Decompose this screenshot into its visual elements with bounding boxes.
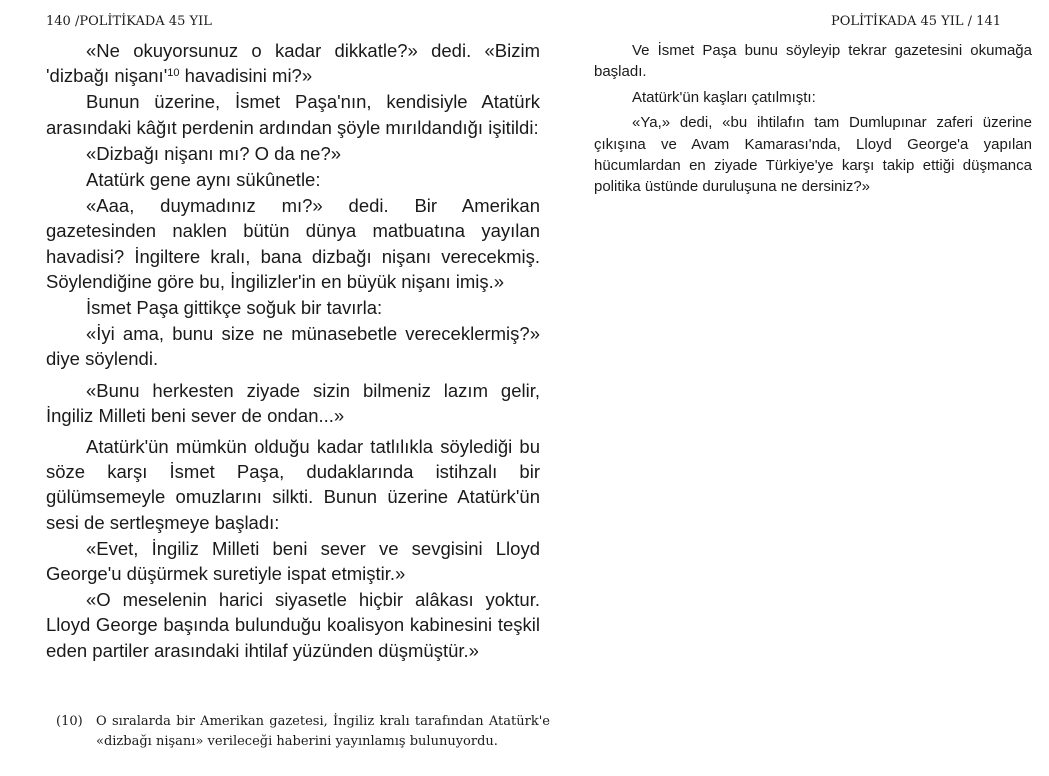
footnote bbox=[56, 712, 550, 751]
paragraph-text: «Ne okuyorsunuz o kadar dikkatle?» dedi. «Bizim 'dizbağı nişanı' bbox=[46, 40, 540, 87]
paragraph: «O meselenin harici siyasetle hiçbir alâkası yoktur. Lloyd George başında bulunduğu koalisyon kabinesini teşkil eden partiler arasındaki ihtilaf yüzünden düşmüştür.» bbox=[46, 589, 540, 661]
paragraph-text-end: havadisini mi?» bbox=[179, 65, 313, 87]
paragraph: «Aaa, duymadınız mı?» dedi. Bir Amerikan gazetesinden naklen bütün dünya matbuatına yayılan havadisi? İngiltere kralı, bana dizbağı nişanı verecekmiş. Söylendiğine göre bu, İngilizler'in en büyük nişanı imiş.» bbox=[46, 195, 540, 292]
paragraph: İsmet Paşa gittikçe soğuk bir tavırla: bbox=[86, 297, 383, 319]
running-header-right: POLİTİKADA 45 YIL / 141 bbox=[831, 14, 1001, 29]
left-page-text bbox=[46, 38, 540, 663]
paragraph: Atatürk gene aynı sükûnetle: bbox=[86, 169, 321, 191]
paragraph bbox=[46, 38, 540, 88]
paragraph: «Ya,» dedi, «bu ihtilafın tam Dumlupınar zaferi üzerine çıkışına ve Avam Kamarası'nda, Lloyd George'a yapılan hücumlardan en ziyade Türkiye'ye karşı takip ettiği düşmanca politika üstünde duruluşuna ne dersiniz?» bbox=[594, 114, 1032, 196]
paragraph: «Evet, İngiliz Milleti beni sever ve sevgisini Lloyd George'u düşürmek suretiyle ispat etmiştir.» bbox=[46, 537, 540, 585]
footnote-number: (10) bbox=[56, 714, 83, 729]
running-header-left: 140 /POLİTİKADA 45 YIL bbox=[46, 14, 212, 29]
paragraph: Bunun üzerine, İsmet Paşa'nın, kendisiyle Atatürk arasındaki kâğıt perdenin ardından şöyle mırıldandığı işitildi: bbox=[46, 91, 540, 138]
footnote-ref: 10 bbox=[167, 67, 180, 80]
paragraph: Atatürk'ün kaşları çatılmıştı: bbox=[632, 88, 816, 106]
paragraph: Ve İsmet Paşa bunu söyleyip tekrar gazetesini okumağa başladı. bbox=[594, 42, 1032, 81]
paragraph: «İyi ama, bunu size ne münasebetle vereceklermiş?» diye söylendi. bbox=[46, 323, 540, 370]
paragraph: «Bunu herkesten ziyade sizin bilmeniz lazım gelir, İngiliz Milleti beni sever de ondan...» bbox=[46, 379, 540, 426]
paragraph: Atatürk'ün mümkün olduğu kadar tatlılıkla söylediği bu söze karşı İsmet Paşa, dudaklarında istihzalı bir gülümsemeyle omuzlarını silkti. Bunun üzerine Atatürk'ün sesi de sertleşmeye başladı: bbox=[46, 436, 540, 533]
footnote-text: O sıralarda bir Amerikan gazetesi, İngiliz kralı tarafından Atatürk'e «dizbağı nişanı» verileceği haberini yayınlamış bulunuyordu. bbox=[96, 714, 550, 749]
right-page-text bbox=[594, 40, 1032, 198]
paragraph: «Dizbağı nişanı mı? O da ne?» bbox=[86, 142, 342, 164]
